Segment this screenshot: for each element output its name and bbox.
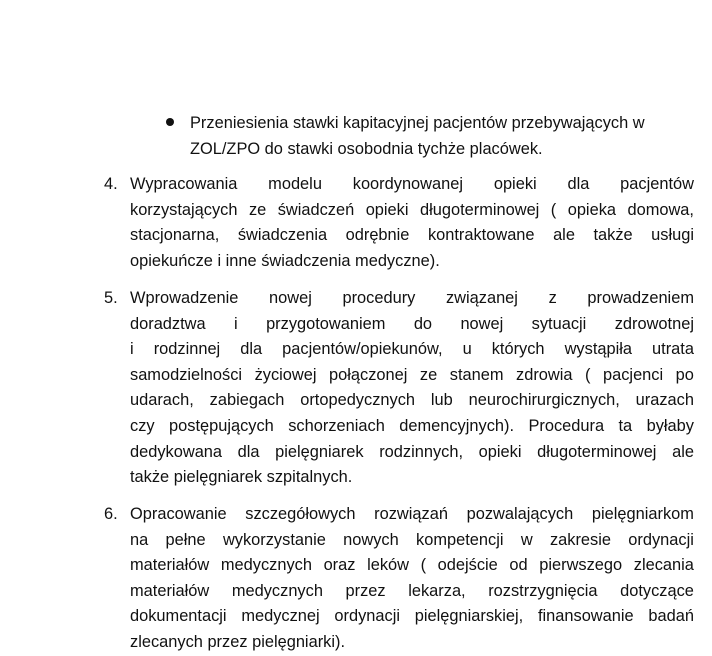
word: nowej: [269, 289, 312, 307]
word: przez: [345, 581, 386, 600]
word: pierwszego: [539, 556, 623, 575]
word: sytuacji: [531, 314, 587, 333]
word: byłaby: [646, 416, 694, 435]
word: opieki: [365, 200, 409, 219]
item-line: [130, 440, 694, 466]
word: długoterminowej: [537, 442, 657, 461]
word: (: [550, 200, 557, 219]
word: dla: [237, 442, 260, 461]
bullet-line: Przeniesienia stawki kapitacyjnej pacjentów przebywających w: [190, 114, 645, 132]
item-line: opiekuńcze i inne świadczenia medyczne).: [130, 251, 440, 270]
word: kontraktowane: [427, 226, 535, 245]
word: zabiegach: [209, 391, 285, 410]
bullet-line: ZOL/ZPO do stawki osobodnia tychże placówek.: [190, 140, 543, 158]
word: od: [509, 556, 528, 575]
word: materiałów: [130, 556, 210, 575]
word: Wypracowania: [130, 175, 238, 193]
word: badań: [648, 607, 694, 626]
word: do: [413, 314, 433, 333]
word: także: [593, 226, 633, 245]
word: z: [548, 289, 557, 307]
word: wystąpiła: [564, 340, 633, 359]
word: pacjentów: [620, 175, 694, 193]
item-text: [130, 502, 694, 656]
word: rozwiązań: [374, 505, 448, 523]
word: leków: [367, 556, 409, 575]
word: ordynacji: [628, 530, 694, 549]
word: kompetencji: [416, 530, 504, 549]
word: pozwalających: [466, 505, 574, 523]
word: Opracowanie: [130, 505, 227, 523]
word: dedykowana: [130, 442, 223, 461]
word: udarach,: [130, 391, 194, 410]
item-line: [130, 414, 694, 440]
word: i: [130, 340, 134, 359]
item-line: [130, 198, 694, 224]
word: życiowej: [254, 365, 317, 384]
word: rodzinnych,: [379, 442, 464, 461]
word: usługi: [651, 226, 694, 245]
word: związanej: [445, 289, 518, 307]
word: prowadzeniem: [587, 289, 694, 307]
word: wykorzystanie: [222, 530, 326, 549]
word: finansowanie: [537, 607, 634, 626]
word: długoterminowej: [419, 200, 540, 219]
word: po: [675, 365, 694, 384]
item-line: [130, 312, 694, 338]
word: rozstrzygnięcia: [488, 581, 598, 600]
bullet-text: [190, 110, 696, 162]
word: pielęgniarskiej,: [414, 607, 524, 626]
item-number: 6.: [104, 505, 118, 523]
item-line: zlecanych przez pielęgniarki).: [130, 632, 345, 651]
item-line: [130, 502, 694, 528]
word: pielęgniarek: [275, 442, 364, 461]
item-line: [130, 337, 694, 363]
item-line: [130, 172, 694, 198]
word: Procedura: [528, 416, 605, 435]
word: oraz: [323, 556, 356, 575]
word: czy: [130, 416, 155, 435]
item-line: [130, 363, 694, 389]
word: u: [462, 340, 472, 359]
word: opieki: [493, 175, 537, 193]
word: których: [491, 340, 545, 359]
item-text: [130, 286, 694, 491]
word: (: [420, 556, 427, 575]
word: korzystających: [130, 200, 238, 219]
word: procedury: [342, 289, 416, 307]
item-line: [130, 604, 694, 630]
word: neurochirurgicznych,: [468, 391, 620, 410]
word: rodzinnej: [153, 340, 221, 359]
item-number: 4.: [104, 175, 118, 193]
word: przygotowaniem: [266, 314, 386, 333]
word: (: [585, 365, 591, 384]
word: lekarza,: [408, 581, 466, 600]
word: medycznych: [220, 556, 312, 575]
word: nowej: [460, 314, 504, 333]
word: materiałów: [130, 581, 210, 600]
word: koordynowanej: [352, 175, 464, 193]
word: pacjentów/opiekunów,: [282, 340, 443, 359]
word: samodzielności: [130, 365, 243, 384]
word: nowych: [343, 530, 399, 549]
word: odrębnie: [345, 226, 410, 245]
word: ze: [419, 365, 438, 384]
word: ale: [553, 226, 575, 245]
item-text: [130, 172, 694, 274]
word: stanem: [449, 365, 504, 384]
item-line: [130, 528, 694, 554]
word: dotyczące: [620, 581, 694, 600]
item-number: 5.: [104, 289, 118, 307]
word: lub: [430, 391, 453, 410]
word: opieki: [478, 442, 522, 461]
word: dokumentacji: [130, 607, 227, 626]
word: demencyjnych).: [399, 416, 515, 435]
word: urazach: [635, 391, 694, 410]
word: na: [130, 530, 149, 549]
word: opieka: [567, 200, 617, 219]
word: ze: [248, 200, 267, 219]
word: ortopedycznych: [300, 391, 416, 410]
bullet-icon: [166, 118, 174, 126]
item-line: [130, 553, 694, 579]
word: szczegółowych: [245, 505, 356, 523]
word: schorzeniach: [288, 416, 385, 435]
word: ta: [618, 416, 633, 435]
word: Wprowadzenie: [130, 289, 239, 307]
word: doradztwa: [130, 314, 206, 333]
word: utrata: [652, 340, 694, 359]
word: świadczenia: [237, 226, 328, 245]
word: stacjonarna,: [130, 226, 220, 245]
word: połączonej: [329, 365, 408, 384]
word: ale: [672, 442, 694, 461]
item-line: [130, 579, 694, 605]
word: świadczeń: [277, 200, 355, 219]
word: pielęgniarkom: [591, 505, 694, 523]
word: w: [520, 530, 533, 549]
word: ordynacji: [334, 607, 401, 626]
word: medycznych: [231, 581, 323, 600]
word: domowa,: [627, 200, 694, 219]
item-line: także pielęgniarek szpitalnych.: [130, 468, 353, 487]
item-line: [130, 388, 694, 414]
item-line: [130, 286, 694, 312]
word: pacjenci: [603, 365, 664, 384]
item-line: [130, 223, 694, 249]
word: zdrowotnej: [614, 314, 694, 333]
word: dla: [240, 340, 263, 359]
word: zdrowia: [516, 365, 573, 384]
word: pełne: [165, 530, 206, 549]
word: zlecania: [633, 556, 694, 575]
word: i: [234, 314, 238, 333]
word: odejście: [437, 556, 498, 575]
word: postępujących: [169, 416, 274, 435]
word: medycznej: [241, 607, 320, 626]
word: zakresie: [549, 530, 611, 549]
word: dla: [567, 175, 590, 193]
word: modelu: [268, 175, 322, 193]
